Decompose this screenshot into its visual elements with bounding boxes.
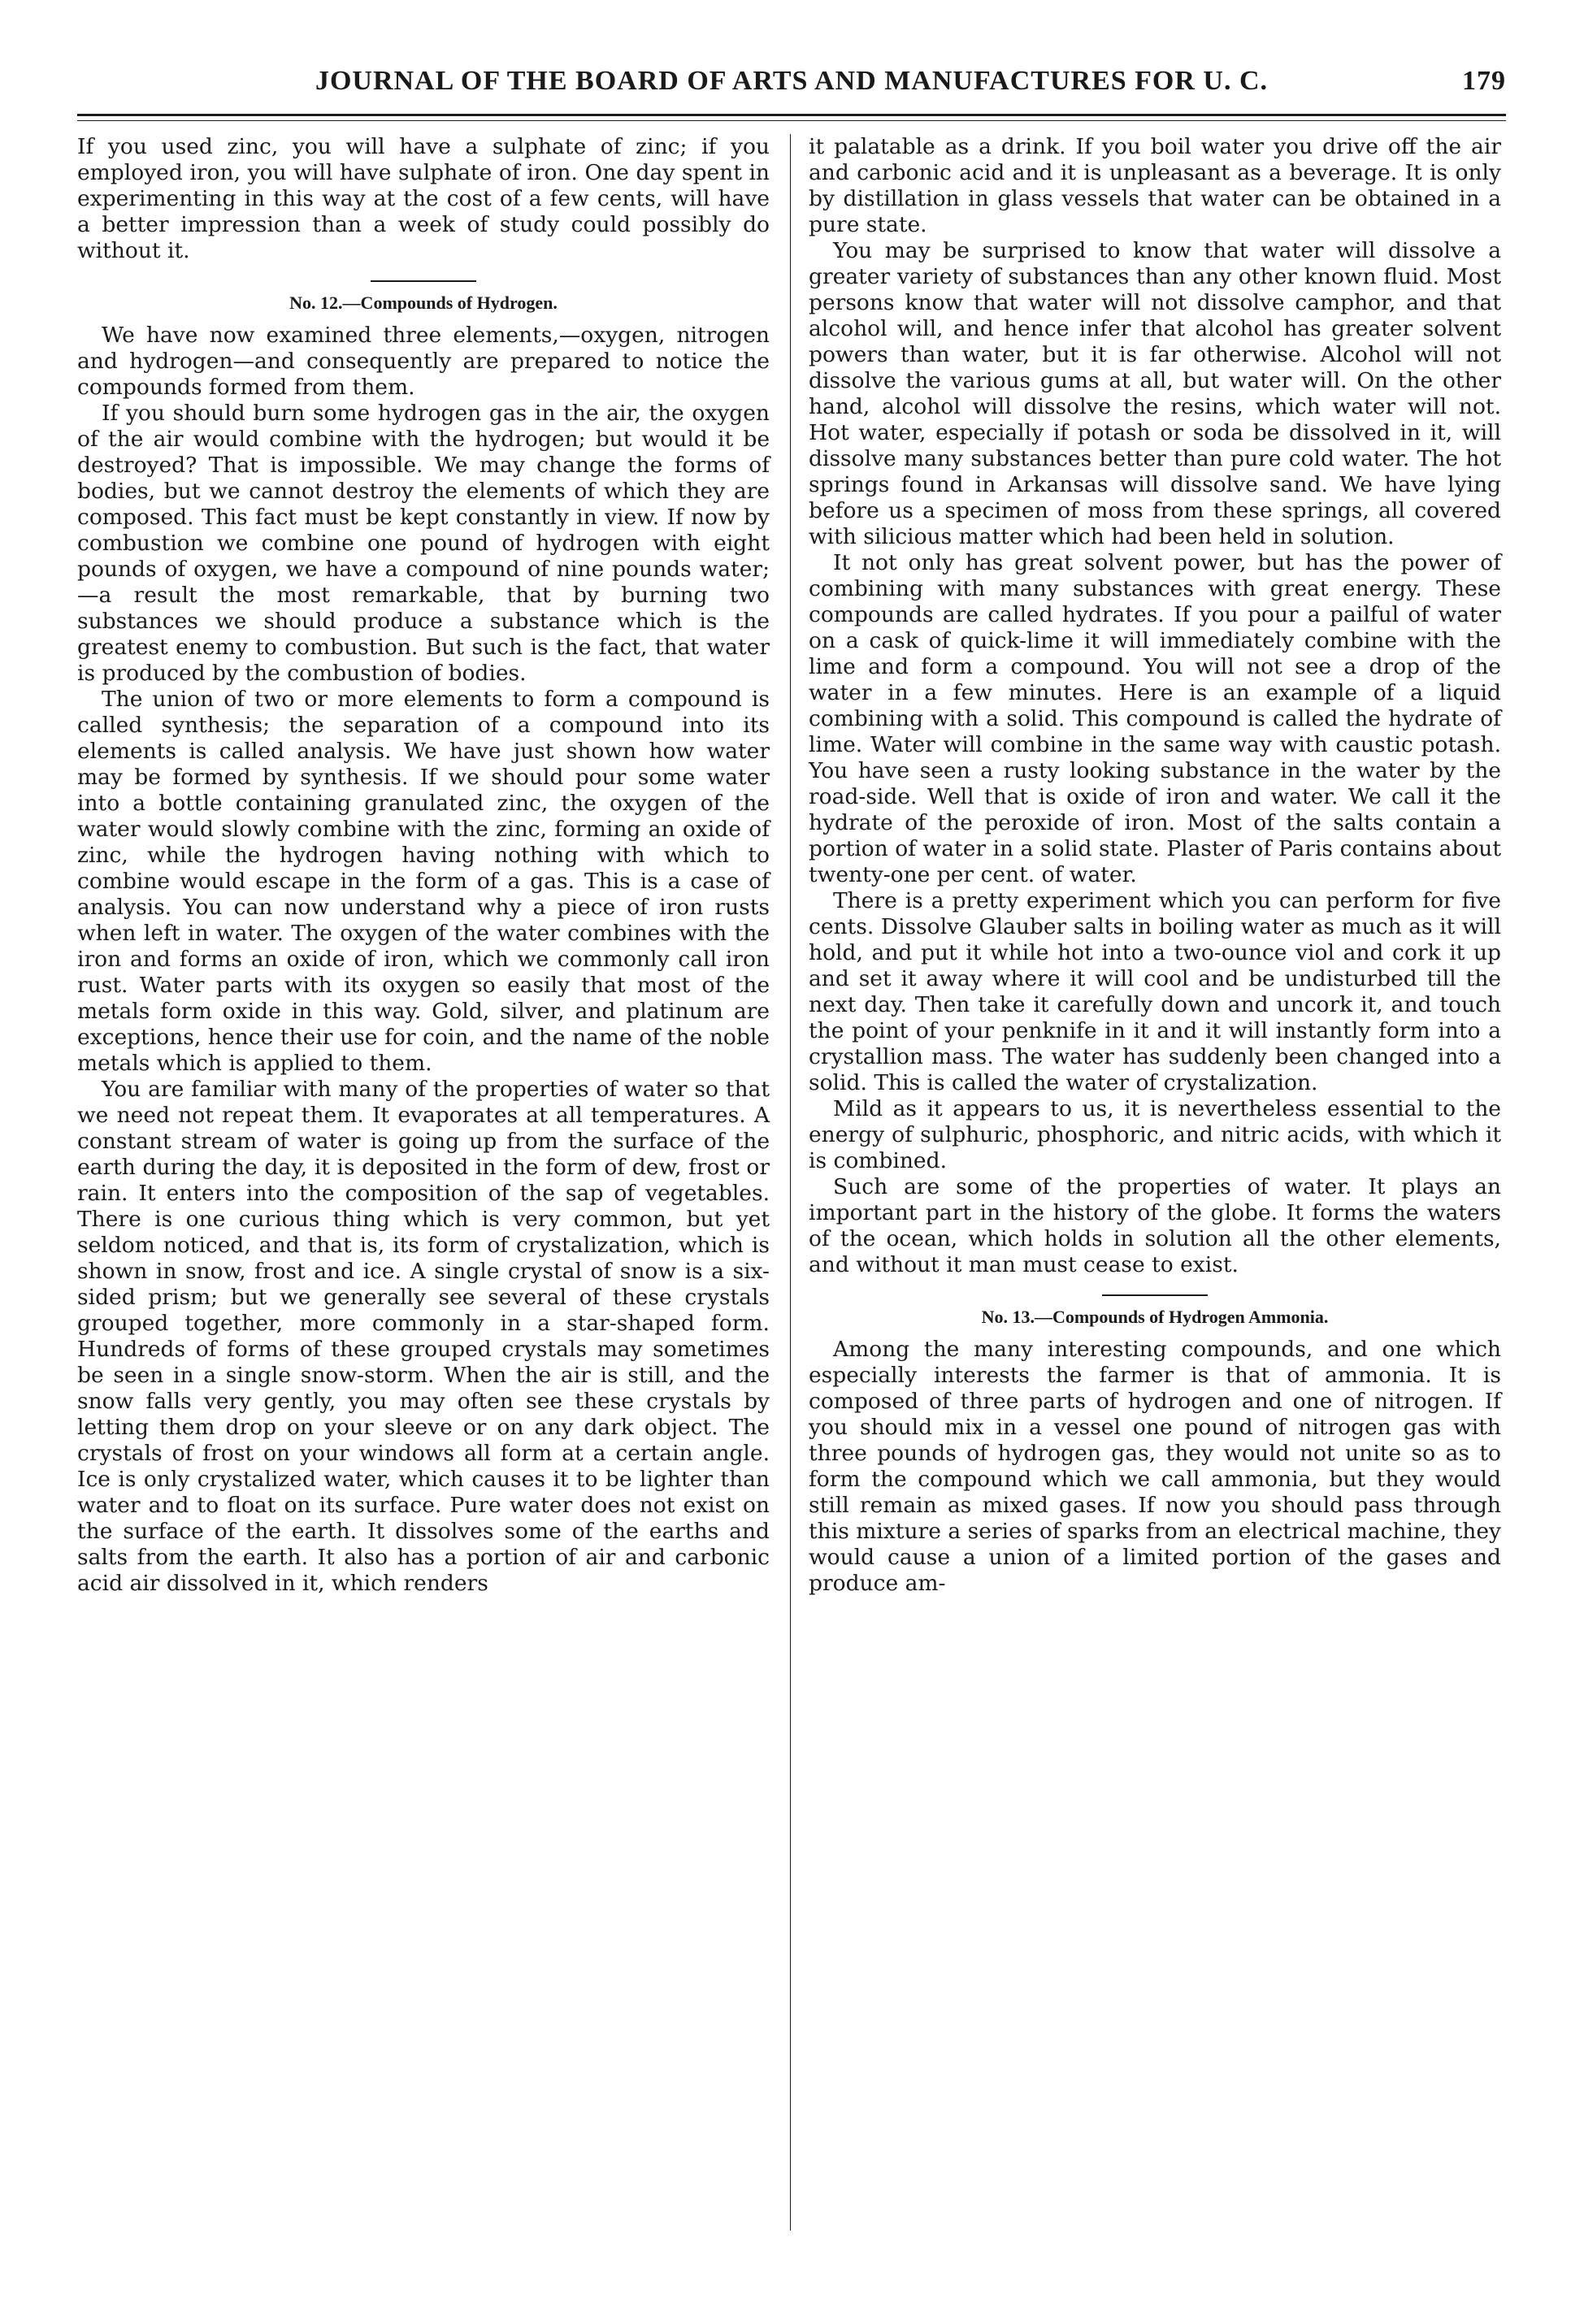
right-column — [809, 134, 1501, 1597]
paragraph: Mild as it appears to us, it is nevertheless essential to the energy of sulphuric, phosphoric, and nitric acids, with which it is combined. — [809, 1096, 1501, 1173]
paragraph: it palatable as a drink. If you boil water you drive off the air and carbonic acid and it is unpleasant as a beverage. It is only by distillation in glass vessels that water can be obtained in a pure state. — [809, 134, 1501, 237]
paragraph: The union of two or more elements to form a compound is called synthesis; the separation of a compound into its elements is called analysis. We have just shown how water may be formed by synthesis. If we should pour some water into a bottle containing granulated zinc, the oxygen of the water would slowly combine with the zinc, forming an oxide of zinc, while the hydrogen having nothing with which to combine would escape in the form of a gas. This is a case of analysis. You can now understand why a piece of iron rusts when left in water. The oxygen of the water combines with the iron and forms an oxide of iron, which we commonly call iron rust. Water parts with its oxygen so easily that most of the metals form oxide in this way. Gold, silver, and platinum are exceptions, hence their use for coin, and the name of the noble metals which is applied to them. — [77, 687, 770, 1076]
paragraph: If you used zinc, you will have a sulphate of zinc; if you employed iron, you will have sulphate of iron. One day spent in experimenting in this way at the cost of a few cents, will have a better impression than a week of study could possibly do without it. — [77, 134, 770, 263]
paragraph: You may be surprised to know that water will dissolve a greater variety of substances than any other known fluid. Most persons know that water will not dissolve camphor, and that alcohol will, and hence infer that alcohol has greater solvent powers than water, but it is far otherwise. Alcohol will not dissolve the various gums at all, but water will. On the other hand, alcohol will dissolve the resins, which water will not. Hot water, especially if potash or soda be dissolved in it, will dissolve many substances better than pure cold water. The hot springs found in Arkansas will dissolve sand. We have lying before us a specimen of moss from these springs, all covered with silicious matter which had been held in solution. — [809, 238, 1501, 549]
text-columns — [77, 134, 1506, 2247]
header-rule-thin — [77, 120, 1506, 121]
paragraph: We have now examined three elements,—oxygen, nitrogen and hydrogen—and consequently are prepared to notice the compounds formed from them. — [77, 323, 770, 400]
paragraph: There is a pretty experiment which you can perform for five cents. Dissolve Glauber salts in boiling water as much as it will hold, and put it while hot into a two-ounce viol and cork it up and set it away where it will cool and be undisturbed till the next day. Then take it carefully down and uncork it, and touch the point of your penknife in it and it will instantly form into a crystallion mass. The water has suddenly been changed into a solid. This is called the water of crystalization. — [809, 888, 1501, 1095]
journal-title: JOURNAL OF THE BOARD OF ARTS AND MANUFACTURES FOR U. C. — [315, 66, 1269, 96]
paragraph: You are familiar with many of the properties of water so that we need not repeat them. It evaporates at all temperatures. A constant stream of water is going up from the surface of the earth during the day, it is deposited in the form of dew, frost or rain. It enters into the composition of the sap of vegetables. There is one curious thing which is very common, but yet seldom noticed, and that is, its form of crystalization, which is shown in snow, frost and ice. A single crystal of snow is a six-sided prism; but we generally see several of these crystals grouped together, more commonly in a star-shaped form. Hundreds of forms of these grouped crystals may sometimes be seen in a single snow-storm. When the air is still, and the snow falls very gently, you may often see these crystals by letting them drop on your sleeve or on any dark object. The crystals of frost on your windows all form at a certain angle. Ice is only crystalized water, which causes it to be lighter than water and to float on its surface. Pure water does not exist on the surface of the earth. It dissolves some of the earths and salts from the earth. It also has a portion of air and carbonic acid air dissolved in it, which renders — [77, 1077, 770, 1596]
header-rule — [77, 114, 1506, 116]
paragraph: Among the many interesting compounds, and one which especially interests the farmer is that of ammonia. It is composed of three parts of hydrogen and one of nitrogen. If you should mix in a vessel one pound of nitrogen gas with three pounds of hydrogen gas, they would not unite so as to form the compound which we call ammonia, but they would still remain as mixed gases. If now you should pass through this mixture a series of sparks from an electrical machine, they would cause a union of a limited portion of the gases and produce am- — [809, 1337, 1501, 1596]
column-divider — [790, 134, 791, 2231]
section-heading: No. 13.—Compounds of Hydrogen Ammonia. — [981, 1307, 1329, 1327]
section-heading: No. 12.—Compounds of Hydrogen. — [289, 293, 558, 313]
paragraph: If you should burn some hydrogen gas in the air, the oxygen of the air would combine with the hydrogen; but would it be destroyed? That is impossible. We may change the forms of bodies, but we cannot destroy the elements of which they are composed. This fact must be kept constantly in view. If now by combustion we combine one pound of hydrogen with eight pounds of oxygen, we have a compound of nine pounds water;—a result the most remarkable, that by burning two substances we should produce a substance which is the greatest enemy to combustion. But such is the fact, that water is produced by the combustion of bodies. — [77, 401, 770, 686]
running-head — [77, 57, 1506, 106]
paragraph: Such are some of the properties of water. It plays an important part in the history of the globe. It forms the waters of the ocean, which holds in solution all the other elements, and without it man must cease to exist. — [809, 1174, 1501, 1277]
page-number: 179 — [1462, 66, 1506, 96]
paragraph: It not only has great solvent power, but has the power of combining with many substances with great energy. These compounds are called hydrates. If you pour a pailful of water on a cask of quick-lime it will immediately combine with the lime and form a compound. You will not see a drop of the water in a few minutes. Here is an example of a liquid combining with a solid. This compound is called the hydrate of lime. Water will combine in the same way with caustic potash. You have seen a rusty looking substance in the water by the road-side. Well that is oxide of iron and water. We call it the hydrate of the peroxide of iron. Most of the salts contain a portion of water in a solid state. Plaster of Paris contains about twenty-one per cent. of water. — [809, 550, 1501, 887]
left-column — [77, 134, 770, 1597]
journal-page — [77, 57, 1506, 2283]
